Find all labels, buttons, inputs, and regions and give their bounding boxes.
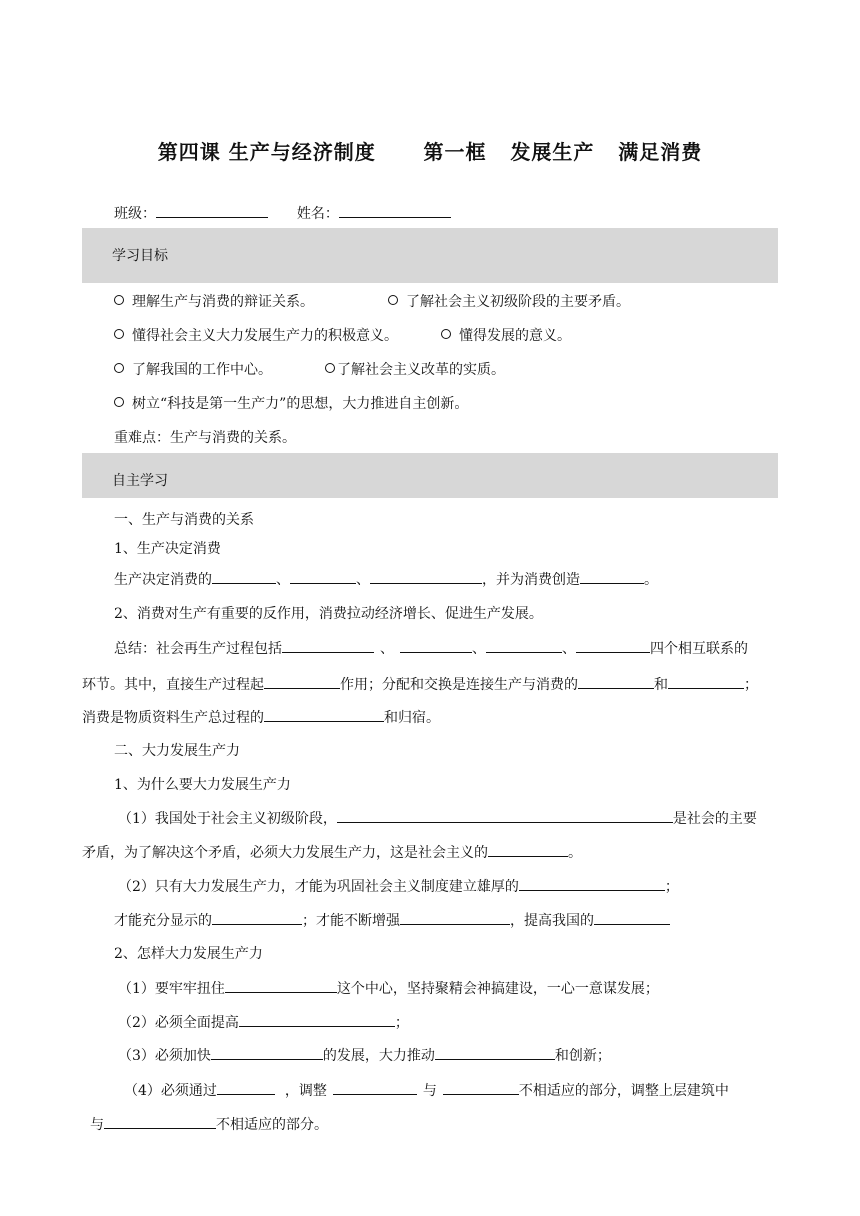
fill-line: 消费是物质资料生产总过程的 和归宿。 bbox=[82, 707, 440, 728]
subsection-title: 1、为什么要大力发展生产力 bbox=[114, 777, 291, 793]
blank-field[interactable] bbox=[217, 1080, 275, 1095]
blank-field[interactable] bbox=[264, 707, 384, 722]
blank-field[interactable] bbox=[264, 674, 340, 689]
fill-line: （2）必须全面提高 ； bbox=[118, 1012, 409, 1033]
blank-field[interactable] bbox=[519, 876, 665, 891]
section-heading: 学习目标 bbox=[112, 248, 168, 264]
blank-field[interactable] bbox=[290, 569, 356, 584]
blank-field[interactable] bbox=[225, 978, 337, 993]
paragraph: 2、消费对生产有重要的反作用，消费拉动经济增长、促进生产发展。 bbox=[114, 606, 543, 622]
fill-line: （4）必须通过 ，调整 与 不相适应的部分，调整上层建筑中 bbox=[124, 1080, 729, 1101]
subsection-title: 1、生产决定消费 bbox=[114, 541, 221, 557]
fill-line: 生产决定消费的 、 、 ，并为消费创造 。 bbox=[114, 569, 658, 590]
class-field[interactable] bbox=[156, 203, 268, 218]
blank-field[interactable] bbox=[400, 638, 472, 653]
blank-field[interactable] bbox=[594, 910, 670, 925]
name-field[interactable] bbox=[339, 203, 451, 218]
fill-line: （1）我国处于社会主义初级阶段， 是社会的主要 bbox=[118, 808, 757, 829]
blank-field[interactable] bbox=[370, 569, 482, 584]
circle-bullet-icon bbox=[441, 329, 451, 339]
part-title: 一、生产与消费的关系 bbox=[114, 512, 254, 528]
blank-field[interactable] bbox=[282, 638, 374, 653]
fill-line: 矛盾，为了解决这个矛盾，必须大力发展生产力，这是社会主义的 。 bbox=[82, 842, 582, 863]
subsection-title: 2、怎样大力发展生产力 bbox=[114, 946, 263, 962]
section-header-self-study bbox=[82, 453, 778, 498]
goal-item: 树立“科技是第一生产力”的思想，大力推进自主创新。 bbox=[114, 394, 468, 414]
blank-field[interactable] bbox=[239, 1012, 395, 1027]
page-title: 第四课 生产与经济制度 第一框 发展生产 满足消费 bbox=[157, 140, 703, 164]
goal-item: 了解社会主义改革的实质。 bbox=[325, 360, 505, 380]
blank-field[interactable] bbox=[576, 638, 650, 653]
blank-field[interactable] bbox=[337, 808, 673, 823]
blank-field[interactable] bbox=[578, 674, 654, 689]
circle-bullet-icon bbox=[325, 363, 335, 373]
name-label: 姓名： bbox=[296, 206, 339, 222]
goal-item: 理解生产与消费的辩证关系。 bbox=[114, 292, 314, 312]
blank-field[interactable] bbox=[486, 638, 562, 653]
goal-item: 了解我国的工作中心。 bbox=[114, 360, 272, 380]
student-info-row bbox=[114, 203, 451, 224]
circle-bullet-icon bbox=[388, 295, 398, 305]
fill-line: （2）只有大力发展生产力，才能为巩固社会主义制度建立雄厚的 ； bbox=[118, 876, 679, 897]
circle-bullet-icon bbox=[114, 295, 124, 305]
blank-field[interactable] bbox=[668, 674, 744, 689]
blank-field[interactable] bbox=[443, 1080, 519, 1095]
goal-item: 了解社会主义初级阶段的主要矛盾。 bbox=[388, 292, 630, 312]
part-title: 二、大力发展生产力 bbox=[114, 743, 240, 759]
section-header-goals bbox=[82, 228, 778, 283]
blank-field[interactable] bbox=[333, 1080, 417, 1095]
section-heading: 自主学习 bbox=[112, 473, 168, 489]
blank-field[interactable] bbox=[400, 910, 510, 925]
blank-field[interactable] bbox=[580, 569, 644, 584]
blank-field[interactable] bbox=[212, 569, 276, 584]
fill-line: 才能充分显示的 ；才能不断增强 ，提高我国的 bbox=[114, 910, 670, 931]
fill-line: 总结：社会再生产过程包括 、 、 、 四个相互联系的 bbox=[114, 638, 748, 659]
key-points: 重难点：生产与消费的关系。 bbox=[114, 430, 296, 446]
blank-field[interactable] bbox=[212, 910, 302, 925]
goal-item: 懂得发展的意义。 bbox=[441, 326, 571, 346]
circle-bullet-icon bbox=[114, 329, 124, 339]
fill-line: （1）要牢牢扭住 这个中心，坚持聚精会神搞建设，一心一意谋发展； bbox=[118, 978, 659, 999]
fill-line: 环节。其中，直接生产过程起 作用；分配和交换是连接生产与消费的 和 ； bbox=[82, 674, 758, 695]
circle-bullet-icon bbox=[114, 363, 124, 373]
fill-line: 与 不相适应的部分。 bbox=[90, 1114, 328, 1135]
class-label: 班级： bbox=[114, 206, 156, 222]
blank-field[interactable] bbox=[435, 1045, 555, 1060]
blank-field[interactable] bbox=[104, 1114, 216, 1129]
blank-field[interactable] bbox=[488, 842, 568, 857]
fill-line: （3）必须加快 的发展，大力推动 和创新； bbox=[118, 1045, 611, 1066]
circle-bullet-icon bbox=[114, 397, 124, 407]
blank-field[interactable] bbox=[211, 1045, 323, 1060]
goal-item: 懂得社会主义大力发展生产力的积极意义。 bbox=[114, 326, 398, 346]
